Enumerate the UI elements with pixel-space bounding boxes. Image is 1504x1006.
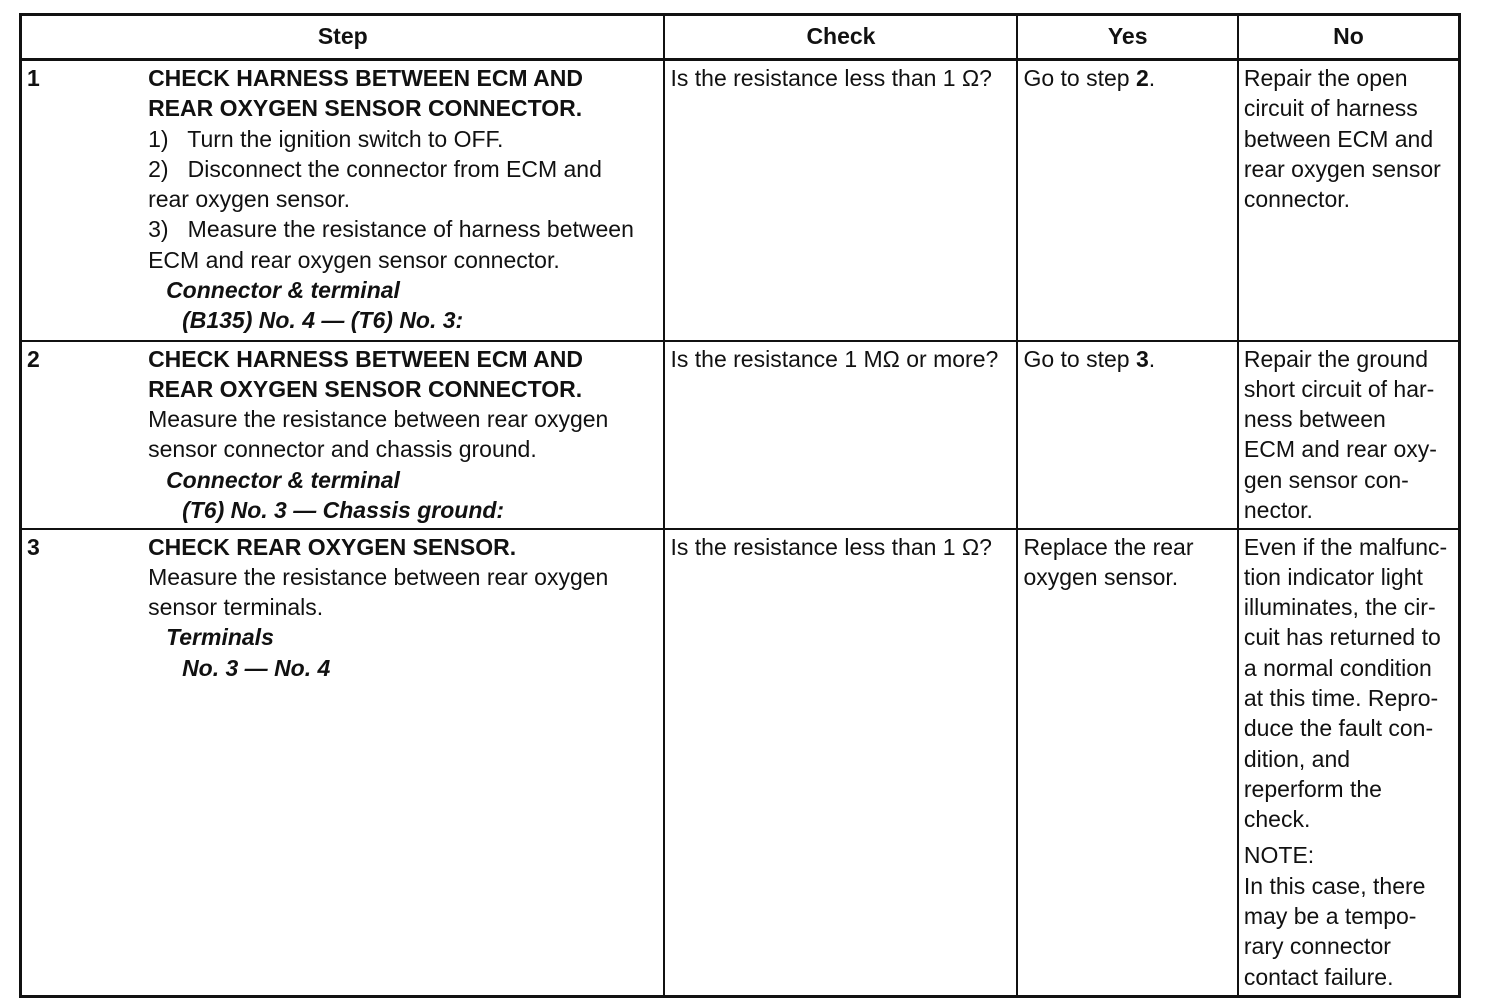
no-line: ECM and rear oxy- <box>1243 436 1437 463</box>
step-instruction-line: sensor terminals. <box>148 594 324 621</box>
spec-value: (T6) No. 3 — Chassis ground: <box>182 496 505 523</box>
no-line: gen sensor con- <box>1243 466 1409 493</box>
yes-prefix: Go to step <box>1023 345 1136 372</box>
step-cell <box>143 529 664 997</box>
no-line: short circuit of har- <box>1243 375 1435 402</box>
header-yes: Yes <box>1017 15 1237 60</box>
step-instruction-line: 2) Disconnect the connector from ECM and <box>148 155 602 182</box>
step-instruction-line: ECM and rear oxygen sensor connector. <box>148 246 560 273</box>
yes-cell <box>1017 60 1237 341</box>
no-cell <box>1238 529 1460 997</box>
note-line: rary connector <box>1243 933 1391 960</box>
yes-cell <box>1017 341 1237 529</box>
no-cell <box>1238 60 1460 341</box>
no-line: ness between <box>1243 406 1386 433</box>
step-title-line: REAR OXYGEN SENSOR CONNECTOR. <box>148 95 583 122</box>
no-line: cuit has returned to <box>1243 624 1441 651</box>
step-cell <box>143 60 664 341</box>
yes-prefix: Go to step <box>1023 65 1136 91</box>
step-instruction-line: Measure the resistance between rear oxygen <box>148 563 609 590</box>
yes-line: oxygen sensor. <box>1023 563 1179 590</box>
step-number: 2 <box>21 341 144 529</box>
step-instruction-line: 1) Turn the ignition switch to OFF. <box>148 125 504 152</box>
spec-value: (B135) No. 4 — (T6) No. 3: <box>182 307 464 334</box>
step-title-line: CHECK HARNESS BETWEEN ECM AND <box>148 65 583 91</box>
step-instruction-line: rear oxygen sensor. <box>148 186 351 213</box>
no-line: rear oxygen sensor <box>1243 155 1441 182</box>
header-step: Step <box>21 15 665 60</box>
no-line: tion indicator light <box>1243 563 1423 590</box>
note-line: In this case, there <box>1243 872 1426 899</box>
spec-value: No. 3 — No. 4 <box>182 654 331 681</box>
no-line: dition, and <box>1243 745 1351 772</box>
check-cell: Is the resistance 1 MΩ or more? <box>664 341 1017 529</box>
table-row <box>21 60 1460 341</box>
step-number: 1 <box>21 60 144 341</box>
check-cell: Is the resistance less than 1 Ω? <box>664 529 1017 997</box>
note-label: NOTE: <box>1243 842 1315 869</box>
no-line: nector. <box>1243 496 1313 523</box>
yes-suffix: . <box>1148 65 1156 91</box>
yes-step-link: 3 <box>1135 345 1149 372</box>
no-line: connector. <box>1243 186 1351 213</box>
note-block <box>1244 840 1453 991</box>
no-line: between ECM and <box>1243 125 1434 152</box>
no-line: Even if the malfunc- <box>1243 533 1448 560</box>
no-line: Repair the open <box>1243 65 1408 91</box>
yes-step-link: 2 <box>1135 65 1149 91</box>
no-line: duce the fault con- <box>1243 715 1434 742</box>
spec-label: Connector & terminal <box>166 466 400 493</box>
yes-cell <box>1017 529 1237 997</box>
check-cell: Is the resistance less than 1 Ω? <box>664 60 1017 341</box>
diagnostic-table <box>19 13 1461 998</box>
no-line: check. <box>1243 806 1311 833</box>
step-title-line: REAR OXYGEN SENSOR CONNECTOR. <box>148 375 583 402</box>
no-cell <box>1238 341 1460 529</box>
step-cell <box>143 341 664 529</box>
note-line: may be a tempo- <box>1243 903 1417 930</box>
yes-line: Replace the rear <box>1023 533 1194 560</box>
no-line: illuminates, the cir- <box>1243 594 1436 621</box>
table-row <box>21 529 1460 997</box>
no-line: a normal condition <box>1243 654 1432 681</box>
no-line: reperform the <box>1243 775 1382 802</box>
header-no: No <box>1238 15 1460 60</box>
step-number: 3 <box>21 529 144 997</box>
yes-suffix: . <box>1148 345 1156 372</box>
spec-label: Terminals <box>166 624 274 651</box>
no-line: circuit of harness <box>1243 95 1418 122</box>
no-line: at this time. Repro- <box>1243 684 1439 711</box>
step-title-line: CHECK HARNESS BETWEEN ECM AND <box>148 345 583 372</box>
note-line: contact failure. <box>1243 963 1394 990</box>
step-title-line: CHECK REAR OXYGEN SENSOR. <box>148 533 517 560</box>
header-row <box>21 15 1460 60</box>
step-instruction-line: Measure the resistance between rear oxygen <box>148 406 609 433</box>
step-instruction-line: 3) Measure the resistance of harness between <box>148 216 634 243</box>
step-instruction-line: sensor connector and chassis ground. <box>148 436 537 463</box>
table-row <box>21 341 1460 529</box>
spec-label: Connector & terminal <box>166 277 400 304</box>
no-line: Repair the ground <box>1243 345 1429 372</box>
header-check: Check <box>664 15 1017 60</box>
